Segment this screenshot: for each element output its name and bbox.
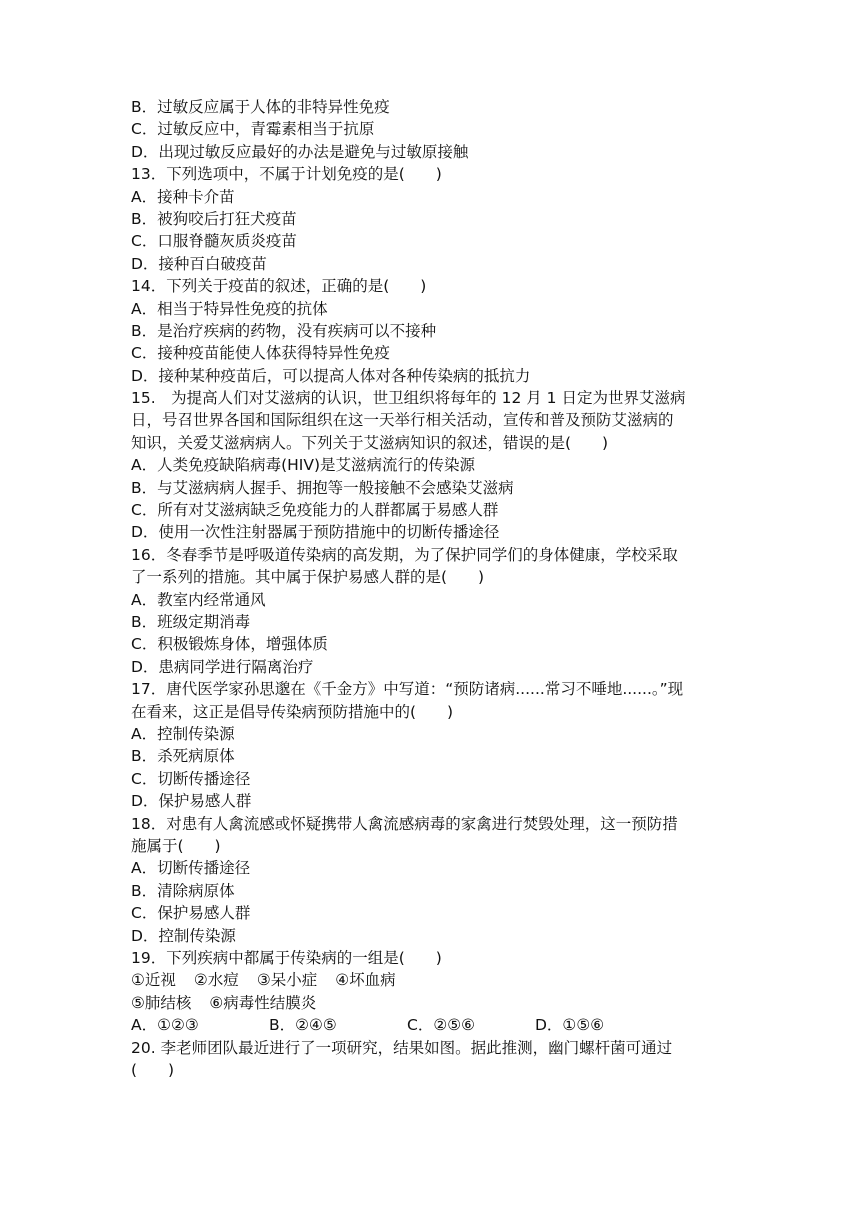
q19-item: ①近视 xyxy=(131,971,176,990)
q13-option-b: B．被狗咬后打狂犬疫苗 xyxy=(131,209,297,228)
q15-stem-line: 日，号召世界各国和国际组织在这一天举行相关活动，宣传和普及预防艾滋病的 xyxy=(131,411,674,430)
q13-option-d: D．接种百白破疫苗 xyxy=(131,254,267,273)
q19-options-row xyxy=(131,1014,731,1036)
document-page xyxy=(131,96,731,1081)
q19-stem: 19．下列疾病中都属于传染病的一组是( ) xyxy=(131,948,442,967)
q19-item: ⑤肺结核 xyxy=(131,993,192,1012)
q16-stem-line: 16．冬春季节是呼吸道传染病的高发期，为了保护同学们的身体健康，学校采取 xyxy=(131,545,678,564)
q18-option-b: B．清除病原体 xyxy=(131,881,235,900)
q19-option-d: D．①⑤⑥ xyxy=(535,1016,605,1035)
q14-option-c: C．接种疫苗能使人体获得特异性免疫 xyxy=(131,344,390,363)
q19-option-b: B．②④⑤ xyxy=(269,1016,337,1035)
q17-option-a: A．控制传染源 xyxy=(131,725,235,744)
q19-item: ⑥病毒性结膜炎 xyxy=(209,993,317,1012)
q12-option-c: C．过敏反应中，青霉素相当于抗原 xyxy=(131,120,375,139)
q15-option-c: C．所有对艾滋病缺乏免疫能力的人群都属于易感人群 xyxy=(131,501,499,520)
q14-option-b: B．是治疗疾病的药物，没有疾病可以不接种 xyxy=(131,321,437,340)
q14-option-d: D．接种某种疫苗后，可以提高人体对各种传染病的抵抗力 xyxy=(131,366,531,385)
q16-option-c: C．积极锻炼身体，增强体质 xyxy=(131,635,328,654)
q19-item: ②水痘 xyxy=(193,971,239,990)
q16-stem xyxy=(131,544,731,589)
q15-option-b: B．与艾滋病病人握手、拥抱等一般接触不会感染艾滋病 xyxy=(131,478,514,497)
q15-option-d: D．使用一次性注射器属于预防措施中的切断传播途径 xyxy=(131,523,500,542)
q15-stem-line: 15. 为提高人们对艾滋病的认识，世卫组织将每年的 12 月 1 日定为世界艾滋病 xyxy=(131,389,686,408)
q19-item: ③呆小症 xyxy=(256,971,318,990)
q15-stem-line: 知识，关爱艾滋病病人。下列关于艾滋病知识的叙述，错误的是( ) xyxy=(131,433,609,452)
q14-option-a: A．相当于特异性免疫的抗体 xyxy=(131,299,328,318)
q18-option-d: D．控制传染源 xyxy=(131,926,236,945)
q12-option-d: D．出现过敏反应最好的办法是避免与过敏原接触 xyxy=(131,142,469,161)
q20-stem xyxy=(131,1037,731,1082)
q15-option-a: A．人类免疫缺陷病毒(HIV)是艾滋病流行的传染源 xyxy=(131,456,476,475)
q18-stem-line: 18．对患有人禽流感或怀疑携带人禽流感病毒的家禽进行焚毁处理，这一预防措 xyxy=(131,814,678,833)
q17-option-b: B．杀死病原体 xyxy=(131,747,235,766)
q18-stem-line: 施属于( ) xyxy=(131,837,221,856)
q12-option-b: B．过敏反应属于人体的非特异性免疫 xyxy=(131,98,390,116)
q17-stem-line: 在看来，这正是倡导传染病预防措施中的( ) xyxy=(131,702,454,721)
q19-items-row-2 xyxy=(131,992,731,1014)
q13-option-a: A．接种卡介苗 xyxy=(131,187,235,206)
q19-item: ④坏血病 xyxy=(335,971,396,990)
q19-items-row-1 xyxy=(131,969,731,991)
q17-stem xyxy=(131,678,731,723)
q17-option-d: D．保护易感人群 xyxy=(131,792,252,811)
q13-option-c: C．口服脊髓灰质炎疫苗 xyxy=(131,232,297,251)
q18-option-c: C．保护易感人群 xyxy=(131,904,251,923)
q18-stem xyxy=(131,813,731,858)
q16-option-a: A．教室内经常通风 xyxy=(131,590,266,609)
q20-stem-line: 20. 李老师团队最近进行了一项研究，结果如图。据此推测，幽门螺杆菌可通过 xyxy=(131,1038,673,1057)
q19-option-a: A．①②③ xyxy=(131,1016,199,1035)
q18-option-a: A．切断传播途径 xyxy=(131,859,251,878)
q17-option-c: C．切断传播途径 xyxy=(131,769,251,788)
q17-stem-line: 17．唐代医学家孙思邈在《千金方》中写道：“预防诸病......常习不唾地......。”现 xyxy=(131,680,684,699)
q13-stem: 13．下列选项中，不属于计划免疫的是( ) xyxy=(131,165,442,184)
q20-stem-line: ( ) xyxy=(131,1060,175,1079)
q16-stem-line: 了一系列的措施。其中属于保护易感人群的是( ) xyxy=(131,568,485,587)
q19-option-c: C．②⑤⑥ xyxy=(407,1016,476,1035)
q16-option-b: B．班级定期消毒 xyxy=(131,613,251,632)
q16-option-d: D．患病同学进行隔离治疗 xyxy=(131,657,314,676)
q15-stem xyxy=(131,387,731,454)
q14-stem: 14．下列关于疫苗的叙述，正确的是( ) xyxy=(131,277,427,296)
